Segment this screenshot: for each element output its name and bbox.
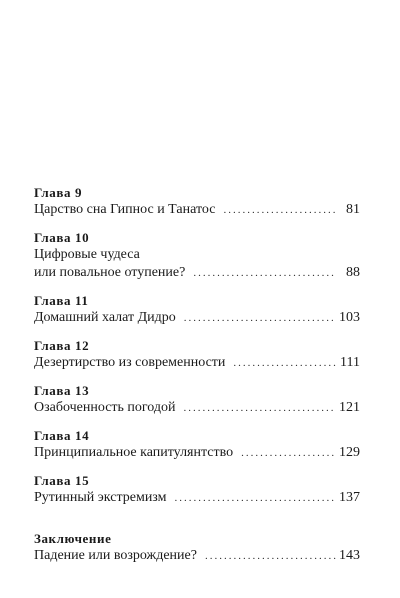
chapter-label: Глава 12	[34, 338, 90, 353]
chapter-title-line	[34, 399, 360, 417]
dot-leader	[167, 489, 336, 507]
chapter-title-line	[34, 246, 360, 264]
chapter-title-line	[34, 354, 360, 372]
table-of-contents	[34, 185, 360, 565]
chapter-title: Царство сна Гипнос и Танатос	[34, 202, 216, 217]
chapter-title-line	[34, 489, 360, 507]
page-number: 88	[346, 265, 360, 280]
toc-entry-chapter-10[interactable]	[34, 230, 360, 282]
toc-entry-chapter-11[interactable]	[34, 293, 360, 327]
page-number: 81	[346, 202, 360, 217]
chapter-title-line	[34, 264, 360, 282]
chapter-label: Глава 13	[34, 383, 90, 398]
chapter-label: Глава 11	[34, 293, 89, 308]
toc-entry-chapter-13[interactable]	[34, 383, 360, 417]
page-number: 103	[339, 310, 360, 325]
toc-entry-chapter-12[interactable]	[34, 338, 360, 372]
chapter-label: Глава 14	[34, 428, 90, 443]
toc-entry-conclusion[interactable]	[34, 531, 360, 565]
chapter-title-line	[34, 201, 360, 219]
toc-entry-chapter-14[interactable]	[34, 428, 360, 462]
page-number: 137	[339, 490, 360, 505]
page-number: 111	[340, 355, 360, 370]
dot-leader	[176, 399, 336, 417]
chapter-title: Дезертирство из современности	[34, 355, 226, 370]
toc-entry-chapter-15[interactable]	[34, 473, 360, 507]
dot-leader	[185, 264, 336, 282]
page-number: 143	[339, 548, 360, 563]
conclusion-title: Падение или возрождение?	[34, 548, 197, 563]
dot-leader	[215, 201, 336, 219]
chapter-title: Цифровые чудеса	[34, 247, 140, 262]
chapter-title-line	[34, 444, 360, 462]
chapter-label: Глава 9	[34, 185, 83, 200]
page-number: 129	[339, 445, 360, 460]
chapter-title-line	[34, 309, 360, 327]
chapter-label: Глава 10	[34, 230, 90, 245]
chapter-label: Глава 15	[34, 473, 90, 488]
chapter-title: Домашний халат Дидро	[34, 310, 176, 325]
toc-entry-chapter-9[interactable]	[34, 185, 360, 219]
conclusion-label: Заключение	[34, 531, 112, 546]
chapter-title: Озабоченность погодой	[34, 400, 176, 415]
chapter-title-continued: или повальное отупение?	[34, 265, 186, 280]
dot-leader	[225, 354, 336, 372]
chapter-title: Рутинный экстремизм	[34, 490, 167, 505]
dot-leader	[197, 547, 336, 565]
conclusion-title-line	[34, 547, 360, 565]
dot-leader	[233, 444, 336, 462]
page-number: 121	[339, 400, 360, 415]
chapter-title: Принципиальное капитулянтство	[34, 445, 234, 460]
dot-leader	[176, 309, 336, 327]
